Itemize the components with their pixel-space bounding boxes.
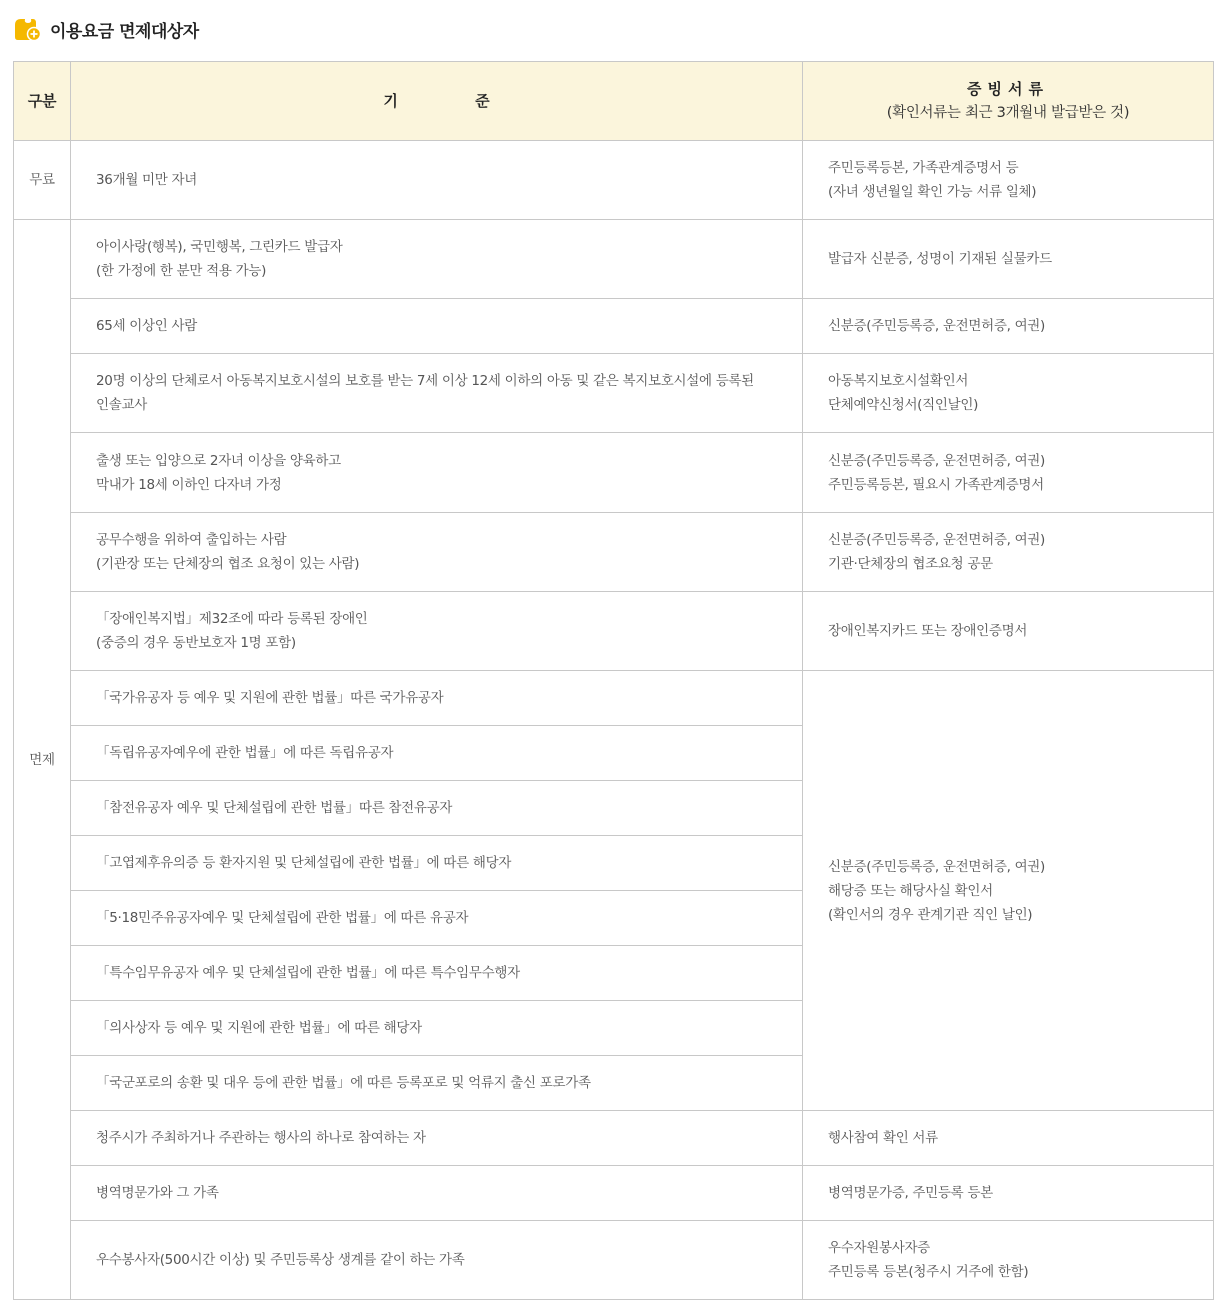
criteria-cell: 우수봉사자(500시간 이상) 및 주민등록상 생계를 같이 하는 가족	[71, 1221, 803, 1300]
table-row	[14, 1166, 1214, 1221]
criteria-cell: 병역명문가와 그 가족	[71, 1166, 803, 1221]
table-row	[14, 299, 1214, 354]
table-row	[14, 1111, 1214, 1166]
documents-cell: 신분증(주민등록증, 운전면허증, 여권) 해당증 또는 해당사실 확인서 (확인서의 경우 관계기관 직인 날인)	[803, 671, 1214, 1111]
criteria-cell: 「특수임무유공자 예우 및 단체설립에 관한 법률」에 따른 특수임무수행자	[71, 946, 803, 1001]
criteria-cell: 20명 이상의 단체로서 아동복지보호시설의 보호를 받는 7세 이상 12세 이하의 아동 및 같은 복지보호시설에 등록된 인솔교사	[71, 354, 803, 433]
exemption-table	[13, 61, 1214, 1300]
header-documents	[803, 62, 1214, 141]
table-row	[14, 592, 1214, 671]
criteria-cell: 청주시가 주최하거나 주관하는 행사의 하나로 참여하는 자	[71, 1111, 803, 1166]
table-row	[14, 220, 1214, 299]
table-header-row	[14, 62, 1214, 141]
table-row	[14, 141, 1214, 220]
category-cell: 면제	[14, 220, 71, 1300]
criteria-cell: 「고엽제후유의증 등 환자지원 및 단체설립에 관한 법률」에 따른 해당자	[71, 836, 803, 891]
criteria-cell: 65세 이상인 사람	[71, 299, 803, 354]
header-category: 구분	[14, 62, 71, 141]
header-documents-note: (확인서류는 최근 3개월내 발급받은 것)	[886, 105, 1130, 121]
page-title: 이용요금 면제대상자	[50, 21, 199, 42]
documents-cell: 발급자 신분증, 성명이 기재된 실물카드	[803, 220, 1214, 299]
documents-cell: 신분증(주민등록증, 운전면허증, 여권)	[803, 299, 1214, 354]
documents-cell: 주민등록등본, 가족관계증명서 등 (자녀 생년월일 확인 가능 서류 일체)	[803, 141, 1214, 220]
ticket-icon	[12, 15, 42, 43]
criteria-cell: 「독립유공자예우에 관한 법률」에 따른 독립유공자	[71, 726, 803, 781]
criteria-cell: 「장애인복지법」제32조에 따라 등록된 장애인 (중증의 경우 동반보호자 1명 포함)	[71, 592, 803, 671]
criteria-cell: 공무수행을 위하여 출입하는 사람 (기관장 또는 단체장의 협조 요청이 있는 사람)	[71, 513, 803, 592]
criteria-cell: 「국가유공자 등 예우 및 지원에 관한 법률」따른 국가유공자	[71, 671, 803, 726]
documents-cell: 신분증(주민등록증, 운전면허증, 여권) 주민등록등본, 필요시 가족관계증명서	[803, 433, 1214, 513]
criteria-cell: 아이사랑(행복), 국민행복, 그린카드 발급자 (한 가정에 한 분만 적용 가능)	[71, 220, 803, 299]
documents-cell: 아동복지보호시설확인서 단체예약신청서(직인날인)	[803, 354, 1214, 433]
criteria-cell: 「참전유공자 예우 및 단체설립에 관한 법률」따른 참전유공자	[71, 781, 803, 836]
table-row	[14, 1221, 1214, 1300]
documents-cell: 장애인복지카드 또는 장애인증명서	[803, 592, 1214, 671]
criteria-cell: 「국군포로의 송환 및 대우 등에 관한 법률」에 따른 등록포로 및 억류지 출신 포로가족	[71, 1056, 803, 1111]
header-criteria: 기 준	[71, 62, 803, 141]
criteria-cell: 「의사상자 등 예우 및 지원에 관한 법률」에 따른 해당자	[71, 1001, 803, 1056]
table-row	[14, 513, 1214, 592]
table-row	[14, 354, 1214, 433]
category-cell: 무료	[14, 141, 71, 220]
criteria-cell: 출생 또는 입양으로 2자녀 이상을 양육하고 막내가 18세 이하인 다자녀 가정	[71, 433, 803, 513]
criteria-cell: 「5·18민주유공자예우 및 단체설립에 관한 법률」에 따른 유공자	[71, 891, 803, 946]
table-row	[14, 433, 1214, 513]
documents-cell: 신분증(주민등록증, 운전면허증, 여권) 기관·단체장의 협조요청 공문	[803, 513, 1214, 592]
criteria-cell: 36개월 미만 자녀	[71, 141, 803, 220]
section-title	[12, 14, 199, 44]
documents-cell: 병역명문가증, 주민등록 등본	[803, 1166, 1214, 1221]
documents-cell: 우수자원봉사자증 주민등록 등본(청주시 거주에 한함)	[803, 1221, 1214, 1300]
table-row	[14, 671, 1214, 726]
documents-cell: 행사참여 확인 서류	[803, 1111, 1214, 1166]
header-documents-title: 증빙서류	[967, 80, 1049, 98]
